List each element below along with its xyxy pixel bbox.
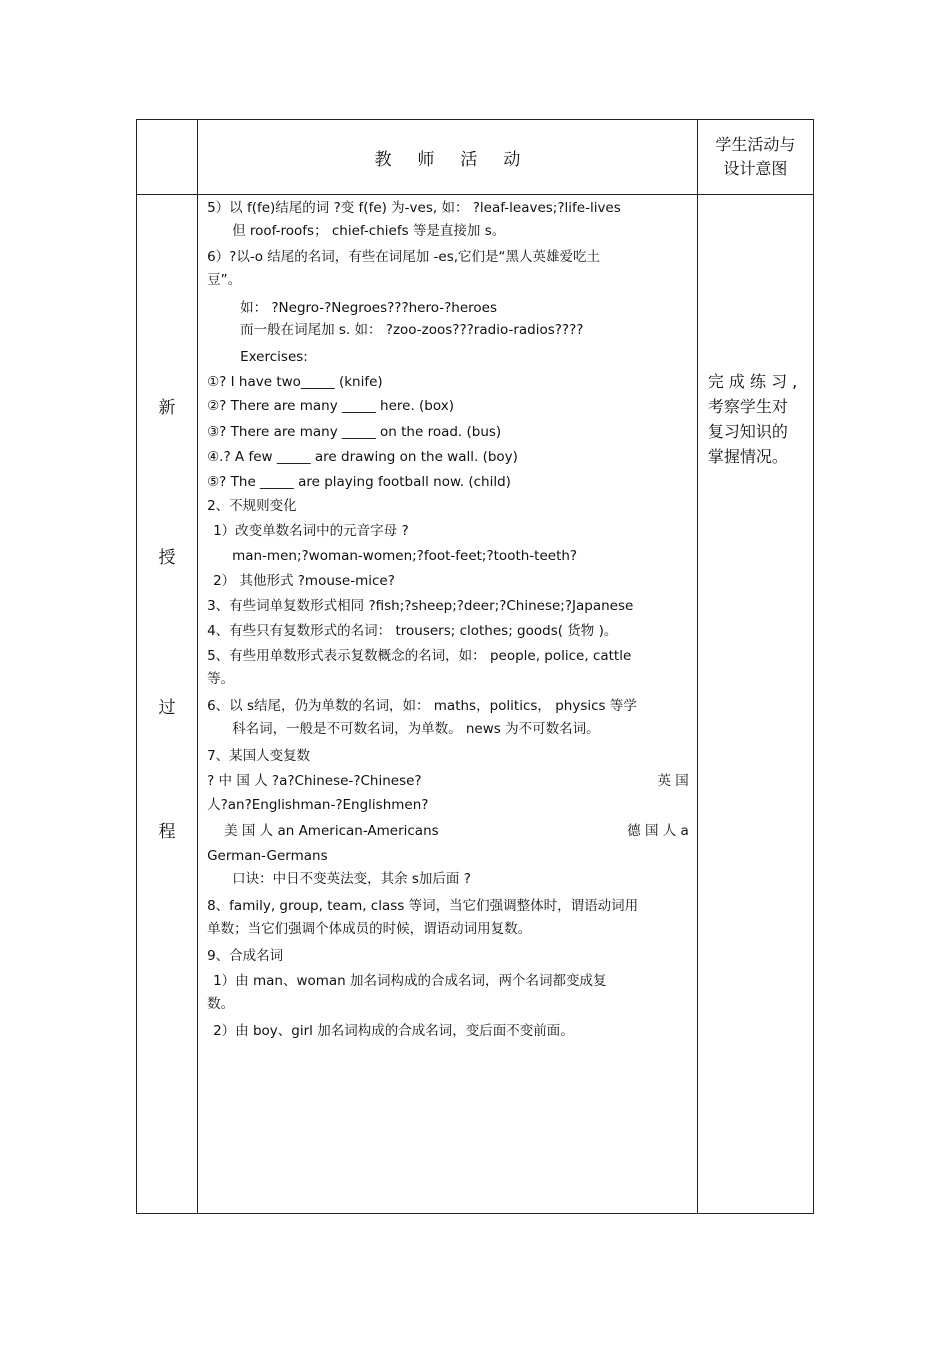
content-line: 而一般在词尾加 s. 如： ?zoo-zoos???radio-radios???? <box>240 322 584 338</box>
design-intent-note: 完 成 练 习 , 考察学生对 复习知识的 掌握情况。 <box>707 372 798 466</box>
content-line: 单数；当它们强调个体成员的时候，谓语动词用复数。 <box>207 921 532 937</box>
content-line: man-men;?woman-women;?foot-feet;?tooth-teeth? <box>232 548 578 564</box>
header-row <box>137 120 814 195</box>
content-line: 6、以 s结尾，仍为单数的名词，如： maths，politics， physics 等学 <box>207 698 637 714</box>
exercise-item: ②? There are many _____ here. (box) <box>207 398 454 414</box>
exercise-item: ③? There are many _____ on the road. (bus) <box>207 424 502 440</box>
student-activity-content <box>697 195 813 1214</box>
header-blank-cell <box>137 120 198 195</box>
content-line: 但 roof-roofs； chief-chiefs 等是直接加 s。 <box>232 223 506 239</box>
content-line: 等。 <box>207 671 235 687</box>
exercise-item: ①? I have two_____ (knife) <box>207 374 383 390</box>
content-line: 5）以 f(fe)结尾的词 ?变 f(fe) 为-ves, 如： ?leaf-leaves;?life-lives <box>207 200 621 216</box>
content-line: 9、合成名词 <box>207 948 284 964</box>
content-row <box>137 195 814 1214</box>
content-line: 8、family, group, team, class 等词，当它们强调整体时，谓语动词用 <box>207 898 639 914</box>
germany-label: 德 国 人 a <box>627 823 689 839</box>
lesson-plan-table <box>136 119 814 1214</box>
content-line: 4、有些只有复数形式的名词： trousers; clothes; goods( 货物 )。 <box>207 623 618 639</box>
content-line: 1）由 man、woman 加名词构成的合成名词，两个名词都变成复 <box>213 973 607 989</box>
content-line: 科名词，一般是不可数名词，为单数。 news 为不可数名词。 <box>232 721 600 737</box>
content-line: German-Germans <box>207 848 328 864</box>
content-line: 2） 其他形式 ?mouse-mice? <box>213 573 395 589</box>
teacher-activity-content <box>198 195 698 1214</box>
content-line: 5、有些用单数形式表示复数概念的名词，如： people, police, cattle <box>207 648 632 664</box>
china-example: ? 中 国 人 ?a?Chinese-?Chinese? <box>207 773 422 789</box>
content-line: 1）改变单数名词中的元音字母 ? <box>213 523 409 539</box>
section-label-char: 授 <box>158 548 176 568</box>
england-label: 英 国 <box>657 773 689 789</box>
student-activity-header-line1: 学生活动与 <box>715 135 796 154</box>
section-label-char: 程 <box>158 822 176 842</box>
student-activity-header-line2: 设计意图 <box>723 159 788 178</box>
exercise-item: ⑤? The _____ are playing football now. (child) <box>207 474 511 490</box>
section-label-char: 新 <box>158 398 176 418</box>
content-line: 如： ?Negro-?Negroes???hero-?heroes <box>240 300 498 316</box>
teacher-activity-header: 教师活动 <box>198 120 698 195</box>
student-activity-header <box>697 120 813 195</box>
content-line: 豆”。 <box>207 272 242 288</box>
content-line-justified <box>207 772 689 790</box>
exercises-heading: Exercises: <box>240 349 308 365</box>
content-line: 2、不规则变化 <box>207 498 297 514</box>
content-line: 6）?以-o 结尾的名词，有些在词尾加 -es,它们是“黑人英雄爱吃土 <box>207 249 601 265</box>
exercise-item: ④.? A few _____ are drawing on the wall. (boy) <box>207 449 518 465</box>
content-line: 数。 <box>207 996 235 1012</box>
america-example: 美 国 人 an American-Americans <box>224 823 439 839</box>
section-label-cell <box>137 195 198 1214</box>
mnemonic-line: 口诀：中日不变英法变，其余 s加后面 ? <box>232 871 471 887</box>
content-line: 3、有些词单复数形式相同 ?fish;?sheep;?deer;?Chinese;?Japanese <box>207 598 634 614</box>
content-line-justified <box>224 822 689 840</box>
content-line: 7、某国人变复数 <box>207 748 311 764</box>
content-line: 2）由 boy、girl 加名词构成的合成名词，变后面不变前面。 <box>213 1023 574 1039</box>
section-label-char: 过 <box>158 698 176 718</box>
content-line: 人?an?Englishman-?Englishmen? <box>207 797 429 813</box>
